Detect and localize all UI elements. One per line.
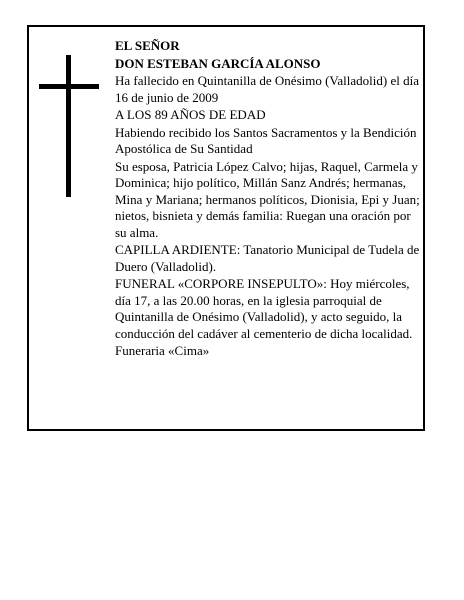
sacraments-line: Habiendo recibido los Santos Sacramentos y la Bendición Apostólica de Su Santidad bbox=[115, 124, 417, 156]
death-line: Ha fallecido en Quintanilla de Onésimo (Valladolid) el día 16 de junio de 2009 bbox=[115, 73, 419, 105]
notice-text bbox=[115, 38, 425, 361]
funeral-paragraph: FUNERAL «CORPORE INSEPULTO»: Hoy miércoles, día 17, a las 20.00 horas, en la iglesia parroquial de Quintanilla de Onésimo (Valladolid), y acto seguido, la conducción del cadáver al cementerio de dicha localidad. bbox=[115, 276, 413, 341]
obituary-notice bbox=[27, 25, 425, 431]
chapel-paragraph: CAPILLA ARDIENTE: Tanatorio Municipal de Tudela de Duero (Valladolid). bbox=[115, 242, 420, 274]
deceased-name: DON ESTEBAN GARCÍA ALONSO bbox=[115, 55, 321, 71]
notice-title: EL SEÑOR bbox=[115, 38, 180, 53]
cross-icon bbox=[39, 55, 99, 197]
family-paragraph: Su esposa, Patricia López Calvo; hijas, Raquel, Carmela y Dominica; hijo político, Millán Sanz Andrés; hermanas, Mina y Mariana; hermanos políticos, Dionisia, Epi y Juan; nietos, bisnieta y demás familia: Ruegan una oración por su alma. bbox=[115, 158, 420, 240]
funeral-home: Funeraria «Cima» bbox=[115, 343, 210, 358]
cross-horizontal-bar bbox=[39, 84, 99, 89]
age-line: A LOS 89 AÑOS DE EDAD bbox=[115, 107, 266, 122]
cross-vertical-bar bbox=[66, 55, 71, 197]
